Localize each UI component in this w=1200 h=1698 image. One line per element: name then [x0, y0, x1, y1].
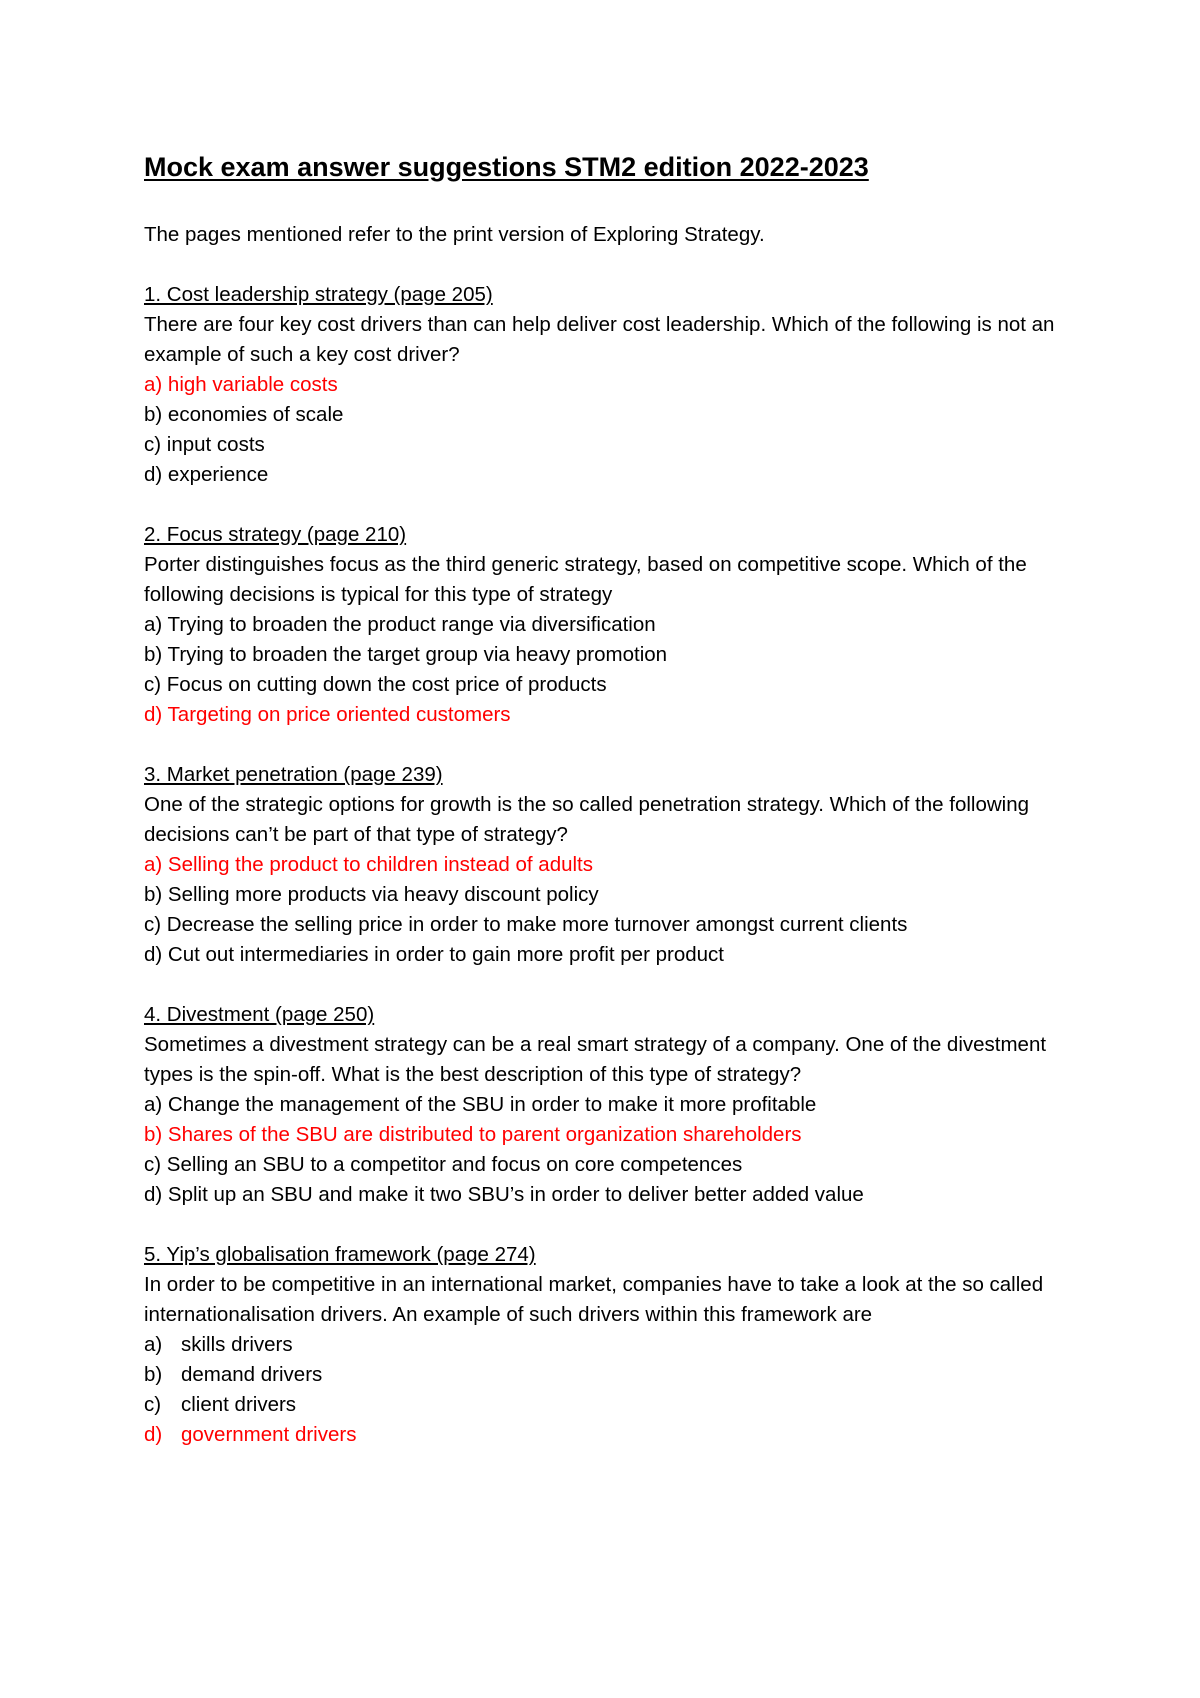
answer-option-b — [144, 1120, 1064, 1150]
option-letter: a) — [144, 1333, 163, 1356]
intro-text: The pages mentioned refer to the print version of Exploring Strategy. — [144, 223, 765, 246]
answer-option-a — [144, 1330, 1064, 1360]
option-letter: b) — [144, 1363, 163, 1386]
answer-options — [144, 850, 1064, 970]
option-letter: a) — [144, 853, 163, 876]
question-text: Porter distinguishes focus as the third generic strategy, based on competitive scope. Which of the following decisions is typical for this type of strategy — [144, 553, 1027, 606]
option-text: client drivers — [181, 1393, 297, 1416]
document-title: Mock exam answer suggestions STM2 edition 2022-2023 — [144, 152, 869, 182]
answer-option-c — [144, 1150, 1064, 1180]
question-heading: 1. Cost leadership strategy (page 205) — [144, 283, 493, 306]
question-text: In order to be competitive in an international market, companies have to take a look at the so called internationalisation drivers. An example of such drivers within this framework are — [144, 1273, 1044, 1326]
answer-option-b — [144, 640, 1064, 670]
question-heading: 5. Yip’s globalisation framework (page 274) — [144, 1243, 536, 1266]
option-letter: d) — [144, 1423, 163, 1446]
answer-option-b — [144, 880, 1064, 910]
option-text: Change the management of the SBU in order to make it more profitable — [162, 1093, 817, 1116]
option-letter: d) — [144, 463, 163, 486]
question-3 — [144, 760, 1064, 970]
option-letter: d) — [144, 1183, 163, 1206]
option-letter: c) — [144, 913, 162, 936]
answer-option-a — [144, 850, 1064, 880]
option-text: high variable costs — [162, 373, 338, 396]
option-letter: d) — [144, 703, 163, 726]
option-letter: b) — [144, 1123, 163, 1146]
answer-options — [144, 610, 1064, 730]
option-text: Trying to broaden the product range via diversification — [162, 613, 656, 636]
question-text: There are four key cost drivers than can help deliver cost leadership. Which of the following is not an example of such a key cost driver? — [144, 313, 1055, 366]
answer-option-a — [144, 1090, 1064, 1120]
answer-options — [144, 1330, 1064, 1450]
option-text: Selling more products via heavy discount policy — [162, 883, 599, 906]
question-1 — [144, 280, 1064, 490]
option-text: Selling an SBU to a competitor and focus on core competences — [161, 1153, 743, 1176]
option-text: Targeting on price oriented customers — [162, 703, 511, 726]
answer-option-d — [144, 940, 1064, 970]
option-letter: c) — [144, 433, 162, 456]
option-letter: a) — [144, 613, 163, 636]
option-letter: a) — [144, 373, 163, 396]
option-letter: b) — [144, 883, 163, 906]
option-text: government drivers — [181, 1423, 357, 1446]
option-text: economies of scale — [162, 403, 344, 426]
option-text: Selling the product to children instead of adults — [162, 853, 594, 876]
option-text: skills drivers — [181, 1333, 293, 1356]
option-letter: d) — [144, 943, 163, 966]
option-text: Split up an SBU and make it two SBU’s in order to deliver better added value — [162, 1183, 864, 1206]
option-text: demand drivers — [181, 1363, 323, 1386]
option-text: Trying to broaden the target group via heavy promotion — [162, 643, 668, 666]
option-text: Focus on cutting down the cost price of products — [161, 673, 607, 696]
answer-option-d — [144, 1180, 1064, 1210]
question-heading: 2. Focus strategy (page 210) — [144, 523, 407, 546]
question-2 — [144, 520, 1064, 730]
option-letter: a) — [144, 1093, 163, 1116]
option-letter: c) — [144, 1153, 162, 1176]
answer-option-c — [144, 670, 1064, 700]
answer-option-c — [144, 910, 1064, 940]
answer-option-c — [144, 430, 1064, 460]
answer-option-b — [144, 1360, 1064, 1390]
answer-option-c — [144, 1390, 1064, 1420]
answer-options — [144, 1090, 1064, 1210]
answer-options — [144, 370, 1064, 490]
answer-option-d — [144, 700, 1064, 730]
option-letter: c) — [144, 1393, 162, 1416]
question-text: One of the strategic options for growth is the so called penetration strategy. Which of the following decisions can’t be part of that type of strategy? — [144, 793, 1030, 846]
option-text: experience — [162, 463, 269, 486]
option-text: Decrease the selling price in order to make more turnover amongst current clients — [161, 913, 908, 936]
option-letter: c) — [144, 673, 162, 696]
answer-option-d — [144, 460, 1064, 490]
option-letter: b) — [144, 643, 163, 666]
option-text: input costs — [161, 433, 265, 456]
question-5 — [144, 1240, 1064, 1450]
question-heading: 4. Divestment (page 250) — [144, 1003, 375, 1026]
option-text: Cut out intermediaries in order to gain more profit per product — [162, 943, 724, 966]
question-text: Sometimes a divestment strategy can be a real smart strategy of a company. One of the divestment types is the spin-off. What is the best description of this type of strategy? — [144, 1033, 1047, 1086]
answer-option-a — [144, 370, 1064, 400]
question-heading: 3. Market penetration (page 239) — [144, 763, 443, 786]
question-4 — [144, 1000, 1064, 1210]
answer-option-a — [144, 610, 1064, 640]
document-page — [144, 148, 1064, 1480]
answer-option-b — [144, 400, 1064, 430]
option-text: Shares of the SBU are distributed to parent organization shareholders — [162, 1123, 802, 1146]
answer-option-d — [144, 1420, 1064, 1450]
option-letter: b) — [144, 403, 163, 426]
